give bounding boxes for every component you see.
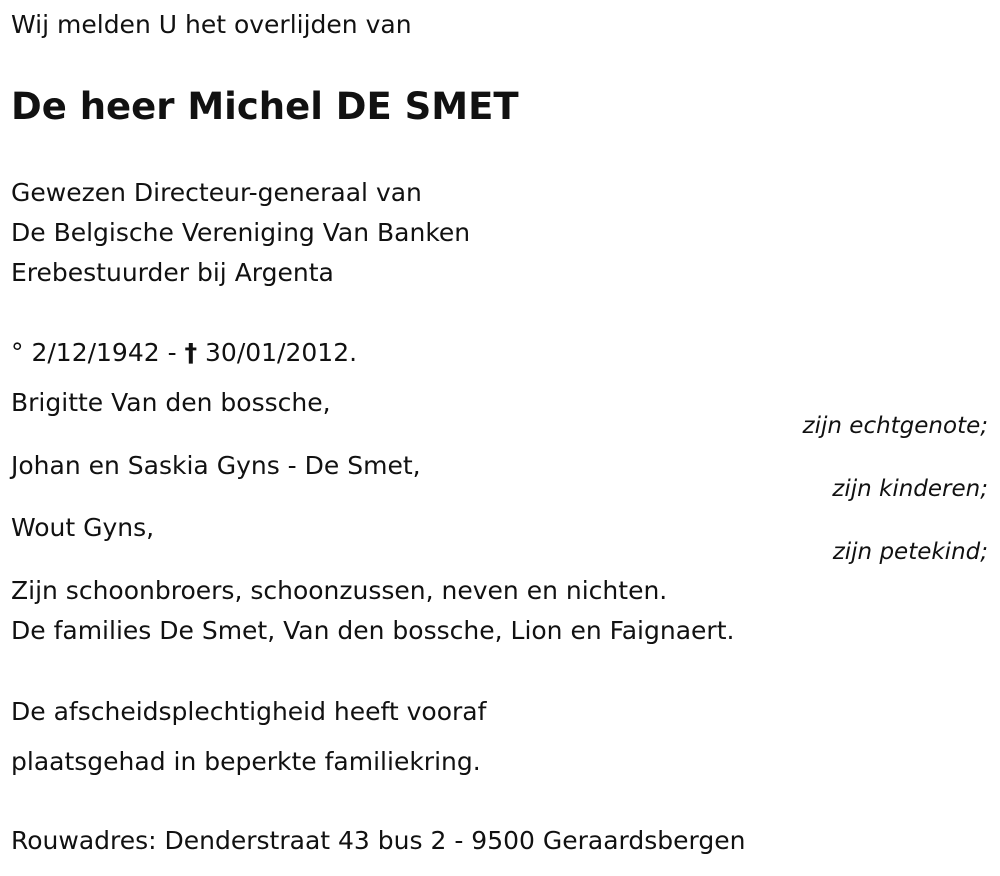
mourner-name: Brigitte Van den bossche, <box>11 388 331 417</box>
mourner-relation: zijn kinderen; <box>832 476 988 502</box>
mourner-name: Johan en Saskia Gyns - De Smet, <box>11 451 421 480</box>
ceremony-line-2: plaatsgehad in beperkte familiekring. <box>11 747 481 776</box>
mourner-relation: zijn petekind; <box>832 539 988 565</box>
family-line-1: Zijn schoonbroers, schoonzussen, neven en nichten. <box>11 576 668 605</box>
death-date: 30/01/2012. <box>205 338 358 367</box>
title-line-2: De Belgische Vereniging Van Banken <box>11 218 471 247</box>
title-line-1: Gewezen Directeur-generaal van <box>11 178 422 207</box>
mourner-relation: zijn echtgenote; <box>802 413 988 439</box>
deceased-name: De heer Michel DE SMET <box>11 85 519 128</box>
birth-date: 2/12/1942 - <box>31 338 177 367</box>
intro-text: Wij melden U het overlijden van <box>11 10 412 39</box>
cross-icon: † <box>184 338 198 367</box>
mourning-address: Rouwadres: Denderstraat 43 bus 2 - 9500 Geraardsbergen <box>11 826 746 855</box>
ceremony-line-1: De afscheidsplechtigheid heeft vooraf <box>11 697 487 726</box>
mourner-name: Wout Gyns, <box>11 513 155 542</box>
birth-symbol: ° <box>11 338 24 367</box>
title-line-3: Erebestuurder bij Argenta <box>11 258 334 287</box>
life-dates <box>11 338 357 368</box>
family-line-2: De families De Smet, Van den bossche, Lion en Faignaert. <box>11 616 735 645</box>
